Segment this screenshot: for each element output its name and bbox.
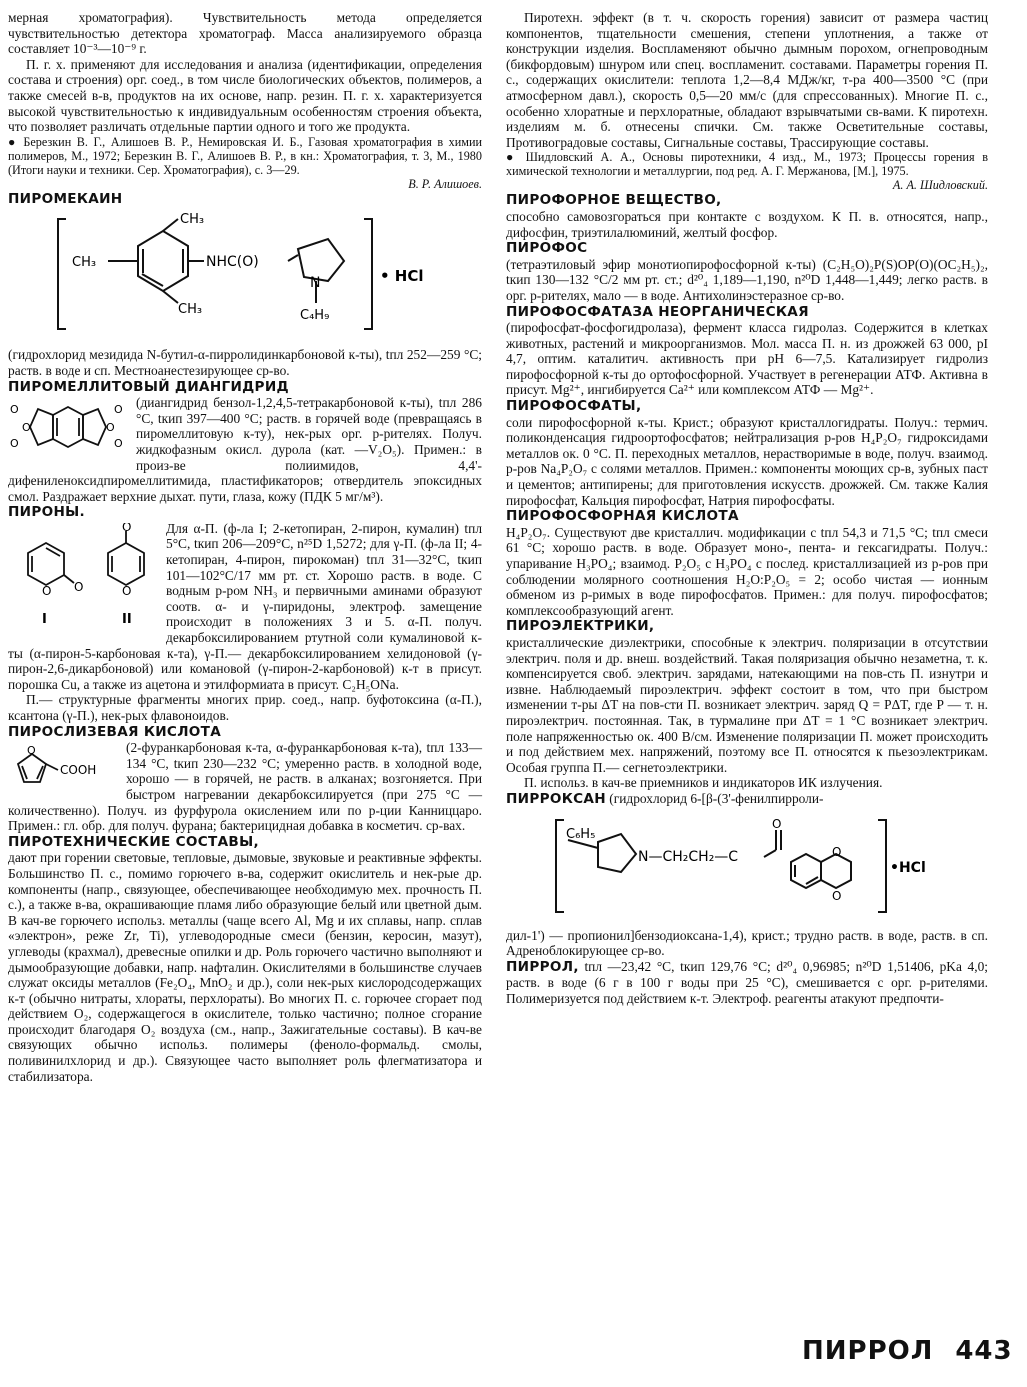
bibliography: ● Березкин В. Г., Алишоев В. Р., Немировская И. Б., Газовая хроматография в химии полимеров, М., 1972; Березкин В. Г., Алишоев В. Р., в кн.: Хроматография, т. 3, М., 1980 (Итоги науки и техники. Сер. Хроматография), с. 3—29.	[8, 134, 482, 177]
right-column	[506, 10, 988, 1006]
headword: ПИРОФОРНОЕ ВЕЩЕСТВО,	[506, 192, 722, 209]
svg-text:O: O	[10, 437, 19, 451]
author: В. Р. Алишоев.	[408, 176, 482, 191]
article-pirony	[8, 504, 482, 521]
paragraph: П. г. х. применяют для исследования и анализа (идентификации, определения состава и строения) орг. соед., в том числе биологических объектов, полимеров, а также смесей в-в, продуктов на их основе, напр. резин. П. г. х. характеризуется высокой чувствительностью к индивидуальным особенностям строения объекта, что позволяет различать отдельные партии одного и того же продукта.	[8, 56, 482, 135]
article-pirofos	[506, 240, 988, 257]
paragraph: (гидрохлорид мезидида N-бутил-α-пирролидинкарбоновой к-ты), tпл 252—259 °С; раств. в воде и сп. Местноанестезирующее ср-во.	[8, 347, 482, 378]
headword: ПИРОНЫ.	[8, 504, 85, 521]
piromellit-structure	[8, 397, 128, 467]
headword: ПИРРОЛ,	[506, 958, 579, 975]
pirroksan-structure	[506, 812, 988, 922]
svg-text:O: O	[122, 583, 132, 598]
formula-cooh: COOH	[60, 763, 97, 778]
svg-text:O: O	[22, 421, 31, 435]
headword: ПИРОФОСФОРНАЯ КИСЛОТА	[506, 508, 739, 525]
paragraph: П. использ. в кач-ве приемников и индикаторов ИК излучения.	[524, 775, 883, 791]
svg-text:O: O	[74, 579, 84, 594]
article-pirotehn	[8, 834, 482, 851]
paragraph: (пирофосфат-фосфогидролаза), фермент класса гидролаз. Содержится в клетках животных, растений и микроорганизмов. Мол. масса П. н. из дрожжей 63 000, pI 4,7, оптим. каталитич. активность при pH 6—7,5. Катализирует гидролиз пирофосфорной к-ты до ортофосфорной. Участвует в регенерации АТФ. Активна в присут. Mg²⁺, ингибируется Ca²⁺ или комплексом АТФ — Mg²⁺.	[506, 320, 988, 398]
formula-chain: N—CH₂CH₂—C	[638, 848, 739, 865]
article-pirroksan	[506, 791, 988, 808]
paragraph: tпл —23,42 °С, tкип 129,76 °С; d²⁰₄ 0,96985; n²⁰D 1,51406, pKa 4,0; раств. в воде (6 г в 100 г воды при 25 °С), смешивается с орг. р-рителями. Полимеризуется под действием к-т. Электроф. реагенты атакуют предпочти-	[506, 958, 988, 1006]
furoic-acid-structure	[8, 742, 118, 792]
formula-ch3: CH₃	[72, 255, 97, 271]
svg-text:O: O	[772, 816, 782, 831]
headword: ПИРОЭЛЕКТРИКИ,	[506, 618, 655, 635]
article-pirofosfaty	[506, 398, 988, 415]
page-number: 443	[955, 1336, 1013, 1366]
svg-text:O: O	[122, 522, 132, 534]
formula-c4h9: C₄H₉	[300, 308, 330, 324]
author: А. А. Шидловский.	[892, 178, 988, 193]
article-pirofosfor	[506, 508, 988, 525]
article-piromellit	[8, 379, 482, 396]
headword: ПИРОФОСФАТЫ,	[506, 398, 642, 415]
paragraph: Для α-П. (ф-ла I; 2-кетопиран, 2-пирон, кумалин) tпл 5°С, tкип 206—209°С, n²⁵D 1,5272; для γ-П. (ф-ла II; 4-кетопиран, 4-пирон, пирокоман) tпл 31—32°С, tкип 101—102°С/17 мм рт. ст. Хорошо раств. в воде. С водным р-ром NH₃ и первичными аминами образуют соотв. α- и γ-пиридоны, электроф. замещение происходит в положениях 3 и 5. α-П. получ. декарбоксилированием ртутной соли кумалиновой к-ты (α-пирон-5-карбоновая к-та), γ-П.— декарбоксилированием хелидоновой (γ-пирон-2,6-дикарбоновой) или комановой (γ-пирон-2-карбоновой) к-т в присут. порошка Cu, а также из ацетона и этилформиата в присут. C₂H₅ONa.	[8, 520, 482, 692]
svg-text:O: O	[42, 583, 52, 598]
pirony-structures	[8, 523, 158, 633]
paragraph: дают при горении световые, тепловые, дымовые, звуковые и реактивные эффекты. Большинство П. с., помимо горючего в-ва, содержит окислитель и нек-рые др. компоненты (напр., связующее, обеспечивающее необходимую мех. прочность П. с.), а также в-ва, окрашивающие пламя либо образующие белый или цветной дым. В кач-ве горючего использ. металлы (чаще всего Al, Mg и их сплавы, напр. сплав «электрон», реже Zr, Ti), углеводородные смеси (бензин, керосин, мазут), углеводы (крахмал), древесные опилки и др. Роль горючего частично выполняют и дымообразующие добавки, напр. нафталин. Окислителями в большинстве случаев служат оксиды металлов (Fe₂O₄, MnO₂ и др.), соли нек-рых кислородсодержащих к-т (обычно нитраты, хлораты, перхлораты). Во многих П. с. горючее сгорает под действием O₂, содержащегося в окислителе, только частично; полное сгорание происходит благодаря O₂ воздуха (см., напр., Зажигательные составы). В кач-ве связующих обычно использ. полимеры (феноло-формальд. смолы, поливинилхлорид и др.). Связующее часто выполняет роль флегматизатора и стабилизатора.	[8, 850, 482, 1084]
paragraph: дил-1') — пропионил]бензодиоксана-1,4), крист.; трудно раств. в воде, раств. в сп. Адреноблокирующее ср-во.	[506, 927, 988, 959]
paragraph: H₄P₂O₇. Существуют две кристаллич. модификации с tпл 54,3 и 71,5 °С; tпл смеси 61 °С; хорошо раств. в воде. Образует моно-, пента- и гексагидраты. Получ.: упаривание H₃PO₄; взаимод. P₂O₅ с H₃PO₄ с послед. кристаллизацией из р-ров при соблюдении молярного соотношения H₂O:P₂O₅ = 2; особо чистая — ионным обменом из р-римых в воде пирофосфатов. Примен.: для получ. пирофосфатов; комплексообразующий агент.	[506, 524, 988, 618]
headword: ПИРРОКСАН	[506, 790, 606, 807]
article-piroslizev	[8, 724, 482, 741]
article-piroforn	[506, 192, 988, 209]
headword: ПИРОСЛИЗЕВАЯ КИСЛОТА	[8, 723, 222, 740]
headword: ПИРОТЕХНИЧЕСКИЕ СОСТАВЫ,	[8, 833, 259, 850]
paragraph: способно самовозгораться при контакте с воздухом. К П. в. относятся, напр., дифосфин, триэтилалюминий, желтый фосфор.	[506, 208, 988, 240]
label-I: I	[42, 611, 47, 627]
headword: ПИРОМЕКАИН	[8, 190, 123, 207]
paragraph: П.— структурные фрагменты многих прир. соед., напр. буфотоксина (α-П.), ксантона (γ-П.), нек-рых флавоноидов.	[8, 692, 482, 723]
article-piroelektr	[506, 618, 988, 635]
svg-text:O: O	[832, 844, 842, 859]
paragraph: кристаллические диэлектрики, способные к электрич. поляризации в отсутствии электрич. поля и др. внеш. воздействий. Такая поляризация обычно незаметна, т. к. компенсируется своб. электрич. зарядами, натекающими на пов-сть П. изнутри и извне. Наблюдаемый пироэлектрич. эффект состоит в том, что при быстром изменении т-ры ΔT на пов-сти П. возникает электрич. заряд Q = PΔT, где P — т. н. пироэлектрич. постоянная. Так, в турмалине при ΔT = 1 °С возникает электрич. поле напряженностью ок. 400 В/см. Изменение поляризации П. может происходить и под действием мех. напряжений, поэтому все П. относятся к пьезоэлектрикам. Особая группа П.— сегнетоэлектрики.	[506, 634, 988, 775]
left-column	[8, 10, 482, 1084]
svg-text:O: O	[114, 403, 123, 417]
piromekain-structure	[8, 211, 482, 341]
paragraph: (диангидрид бензол-1,2,4,5-тетракарбоновой к-ты), tпл 286 °С, tкип 397—400 °С; раств. в горячей воде (превращаясь в пиромеллитовую к-ту), нек-рых орг. р-рителях. Получ. жидкофазным окисл. дурола (кат. —V₂O₅). Примен.: в произ-ве полиимидов, 4,4'-дифениленоксидпиромеллитимида, пластификаторов; отвердитель эпоксидных смол. Раздражает верхние дыхат. пути, глаза, кожу (ПДК 5 мг/м³).	[8, 395, 482, 504]
formula-ch3: CH₃	[180, 212, 205, 228]
svg-text:O: O	[832, 888, 842, 903]
svg-text:O: O	[114, 437, 123, 451]
bibliography: ● Шидловский А. А., Основы пиротехники, 4 изд., М., 1973; Процессы горения в химической технологии и металлургии, под ред. А. Г. Мержанова, [М.], 1975.	[506, 150, 988, 179]
formula-c6h5: C₆H₅	[566, 826, 596, 842]
paragraph: (гидрохлорид 6-[β-(3'-фенилпирроли-	[609, 790, 824, 806]
svg-text:O: O	[106, 421, 115, 435]
formula-n: N	[310, 275, 321, 292]
label-II: II	[122, 611, 132, 627]
article-piromekain	[8, 191, 482, 208]
svg-text:O: O	[10, 403, 19, 417]
paragraph: соли пирофосфорной к-ты. Крист.; образуют кристаллогидраты. Получ.: термич. поликонденсация гидроортофосфатов; нейтрализация р-ров H₄P₂O₇ гидроксидами металлов ок. 0 °С. П. переходных металлов, нерастворимые в воде, получ. взаимод. р-ров Na₄P₂O₇ с солями металлов. Примен.: компоненты моющих ср-в, зубных паст и цементов; антипирены; для приготовления искусств. дрожжей. См. также Калия пирофосфат, Кальция пирофосфат, Натрия пирофосфаты.	[506, 414, 988, 508]
formula-ch3: CH₃	[178, 302, 203, 318]
article-pirrol	[506, 959, 988, 1007]
svg-text:O: O	[27, 744, 36, 758]
formula-hcl: • HCl	[380, 267, 424, 286]
formula-hcl: •HCl	[890, 859, 926, 876]
headword: ПИРОФОС	[506, 240, 588, 257]
headword: ПИРОМЕЛЛИТОВЫЙ ДИАНГИДРИД	[8, 378, 289, 395]
footer-word: ПИРРОЛ	[802, 1336, 934, 1366]
headword: ПИРОФОСФАТАЗА НЕОРГАНИЧЕСКАЯ	[506, 303, 809, 320]
paragraph: (тетраэтиловый эфир монотиопирофосфорной к-ты) (C₂H₅O)₂P(S)OP(O)(OC₂H₅)₂, tкип 130—132 °С/2 мм рт. ст.; d²⁰₄ 1,189—1,190, n²⁰D 1,448—1,449; легко раств. в орг. р-рителях, мало — в воде. Антихолинэстеразное ср-во.	[506, 256, 988, 303]
article-pirofosfataza	[506, 304, 988, 321]
paragraph: Пиротехн. эффект (в т. ч. скорость горения) зависит от размера частиц компонентов, тщательности смешения, степени уплотнения, а также от конструкции изделия. Воспламеняют обычно дымным порохом, огнепроводным (бикфордовым) шнуром или спец. воспламенит. составами. Параметры горения П. с., содержащих окислители: теплота 1,2—8,4 МДж/кг, т-ра 400—3500 °С (при атмосферном давл.), скорость 0,5—20 мм/с (для спрессованных). Многие П. с., особенно хлоратные и перхлоратные, обладают взрывчатыми св-вами. К пиротехн. изделиям м. б. отнесены спички. См. также Осветительные составы, Противоградовые составы, Сигнальные составы, Трассирующие составы.	[506, 10, 988, 150]
formula-nhc: NHC(O)	[206, 254, 259, 271]
paragraph: мерная хроматография). Чувствительность метода определяется чувствительностью детектора хроматограф. Масса анализируемого образца составляет 10⁻³—10⁻⁹ г.	[8, 10, 482, 57]
paragraph: (2-фуранкарбоновая к-та, α-фуранкарбоновая к-та), tпл 133—134 °С, tкип 230—232 °С; умеренно раств. в холодной воде, хорошо — в горячей, не раств. в алканах; возгоняется. При быстром нагревании декарбоксилируется (при 275 °С — количественно). Получ. из фурфурола окислением или по р-ции Канниццаро. Примен.: гл. обр. для получ. фурана; бактерицидная добавка в косметич. ср-вах.	[8, 740, 482, 834]
running-footer	[802, 1336, 1013, 1366]
